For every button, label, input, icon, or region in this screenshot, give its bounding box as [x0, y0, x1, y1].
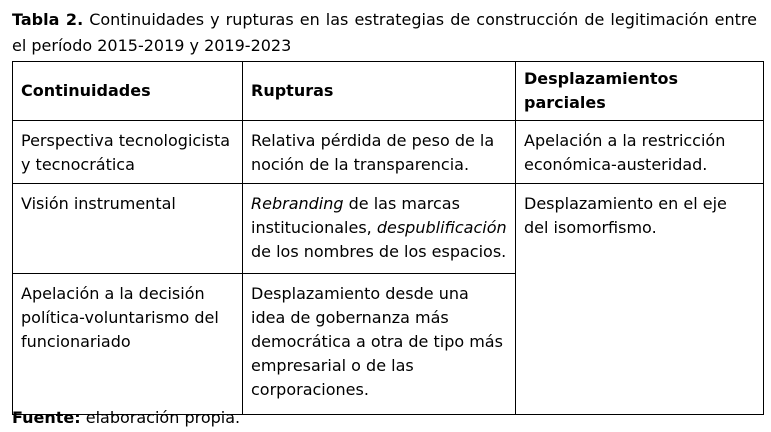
- italic-term: Rebranding: [251, 194, 344, 213]
- cell-desplazamiento: Desplazamiento en el eje del isomorfismo.: [516, 184, 764, 415]
- ruptura-text: de las marcas institucionales,: [251, 194, 460, 237]
- caption-text: Continuidades y rupturas en las estrategias de construcción de legitimación entre el período 2015-2019 y 2019-2023: [12, 10, 757, 55]
- italic-term: despublificación: [376, 218, 507, 237]
- header-continuidades: Continuidades: [13, 62, 243, 121]
- cell-continuidad: Perspectiva tecnologicista y tecnocrática: [13, 121, 243, 184]
- table-row: [13, 184, 764, 274]
- header-rupturas: Rupturas: [243, 62, 516, 121]
- caption-label: Tabla 2.: [12, 10, 84, 29]
- ruptura-text: de los nombres de los espacios.: [251, 242, 507, 261]
- cell-desplazamiento: Apelación a la restricción económica-austeridad.: [516, 121, 764, 184]
- cell-continuidad: Visión instrumental: [13, 184, 243, 274]
- cell-ruptura: Relativa pérdida de peso de la noción de la transparencia.: [243, 121, 516, 184]
- source-text: elaboración propia.: [80, 408, 241, 427]
- table-row: [13, 121, 764, 184]
- table-caption: [12, 7, 757, 59]
- comparison-table: [12, 61, 764, 415]
- cell-ruptura: Desplazamiento desde una idea de gobernanza más democrática a otra de tipo más empresarial o de las corporaciones.: [243, 274, 516, 415]
- cell-continuidad: Apelación a la decisión política-voluntarismo del funcionariado: [13, 274, 243, 415]
- header-desplazamientos: Desplazamientos parciales: [516, 62, 764, 121]
- cell-ruptura: [243, 184, 516, 274]
- source-label: Fuente:: [12, 408, 81, 427]
- source-note: [12, 406, 240, 430]
- table-header-row: [13, 62, 764, 121]
